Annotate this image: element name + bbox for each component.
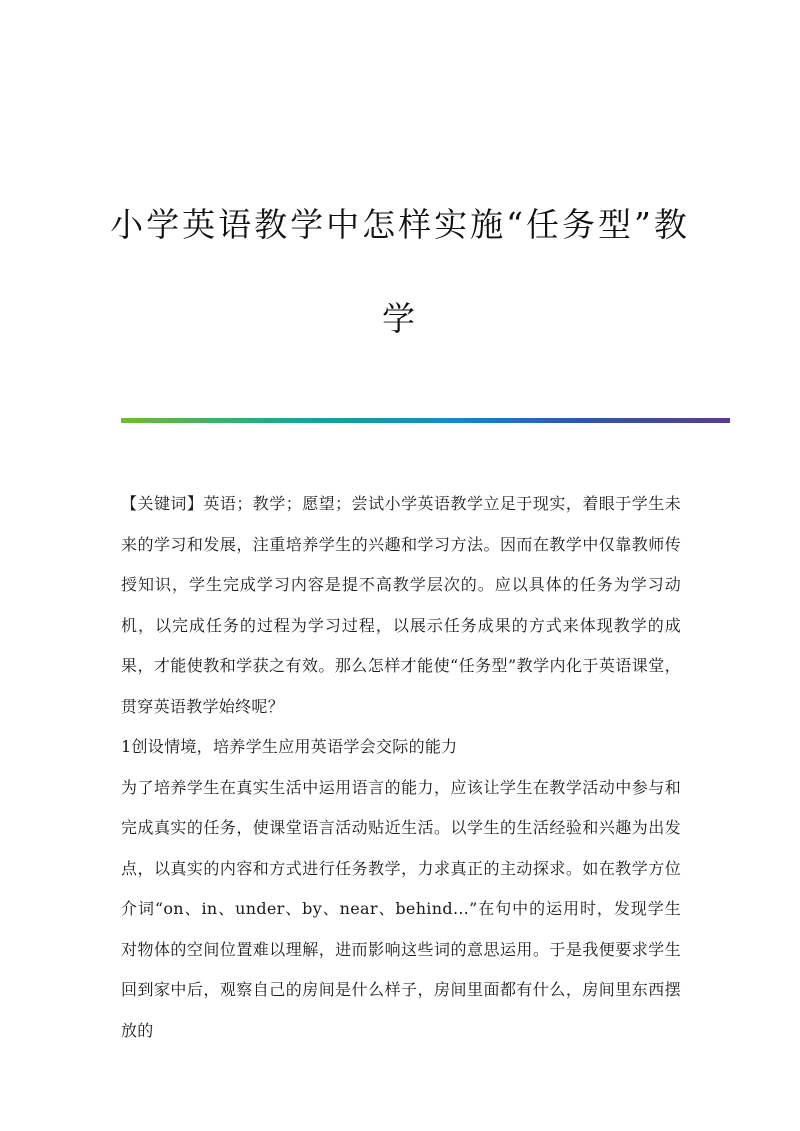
- intro-paragraph: 【关键词】英语；教学；愿望；尝试小学英语教学立足于现实，着眼于学生未来的学习和发展，注重培养学生的兴趣和学习方法。因而在教学中仅靠教师传授知识，学生完成学习内容是提不高教学层次的。应以具体的任务为学习动机，以完成任务的过程为学习过程，以展示任务成果的方式来体现教学的成果，才能使教和学获之有效。那么怎样才能使“任务型”教学内化于英语课堂，贯穿英语教学始终呢？: [121, 494, 681, 716]
- section-paragraph: 为了培养学生在真实生活中运用语言的能力，应该让学生在教学活动中参与和完成真实的任务，使课堂语言活动贴近生活。以学生的生活经验和兴趣为出发点，以真实的内容和方式进行任务教学，力求真正的主动探求。如在教学方位介词“on、in、under、by、near、behind…”在句中的运用时，发现学生对物体的空间位置难以理解，进而影响这些词的意思运用。于是我便要求学生回到家中后，观察自己的房间是什么样子，房间里面都有什么，房间里东西摆放的: [121, 777, 681, 1040]
- document-title: 小学英语教学中怎样实施“任务型”教学: [110, 205, 690, 338]
- title-divider: [121, 418, 730, 423]
- document-body: [121, 484, 681, 1051]
- section-heading: 1创设情境，培养学生应用英语学会交际的能力: [121, 737, 458, 756]
